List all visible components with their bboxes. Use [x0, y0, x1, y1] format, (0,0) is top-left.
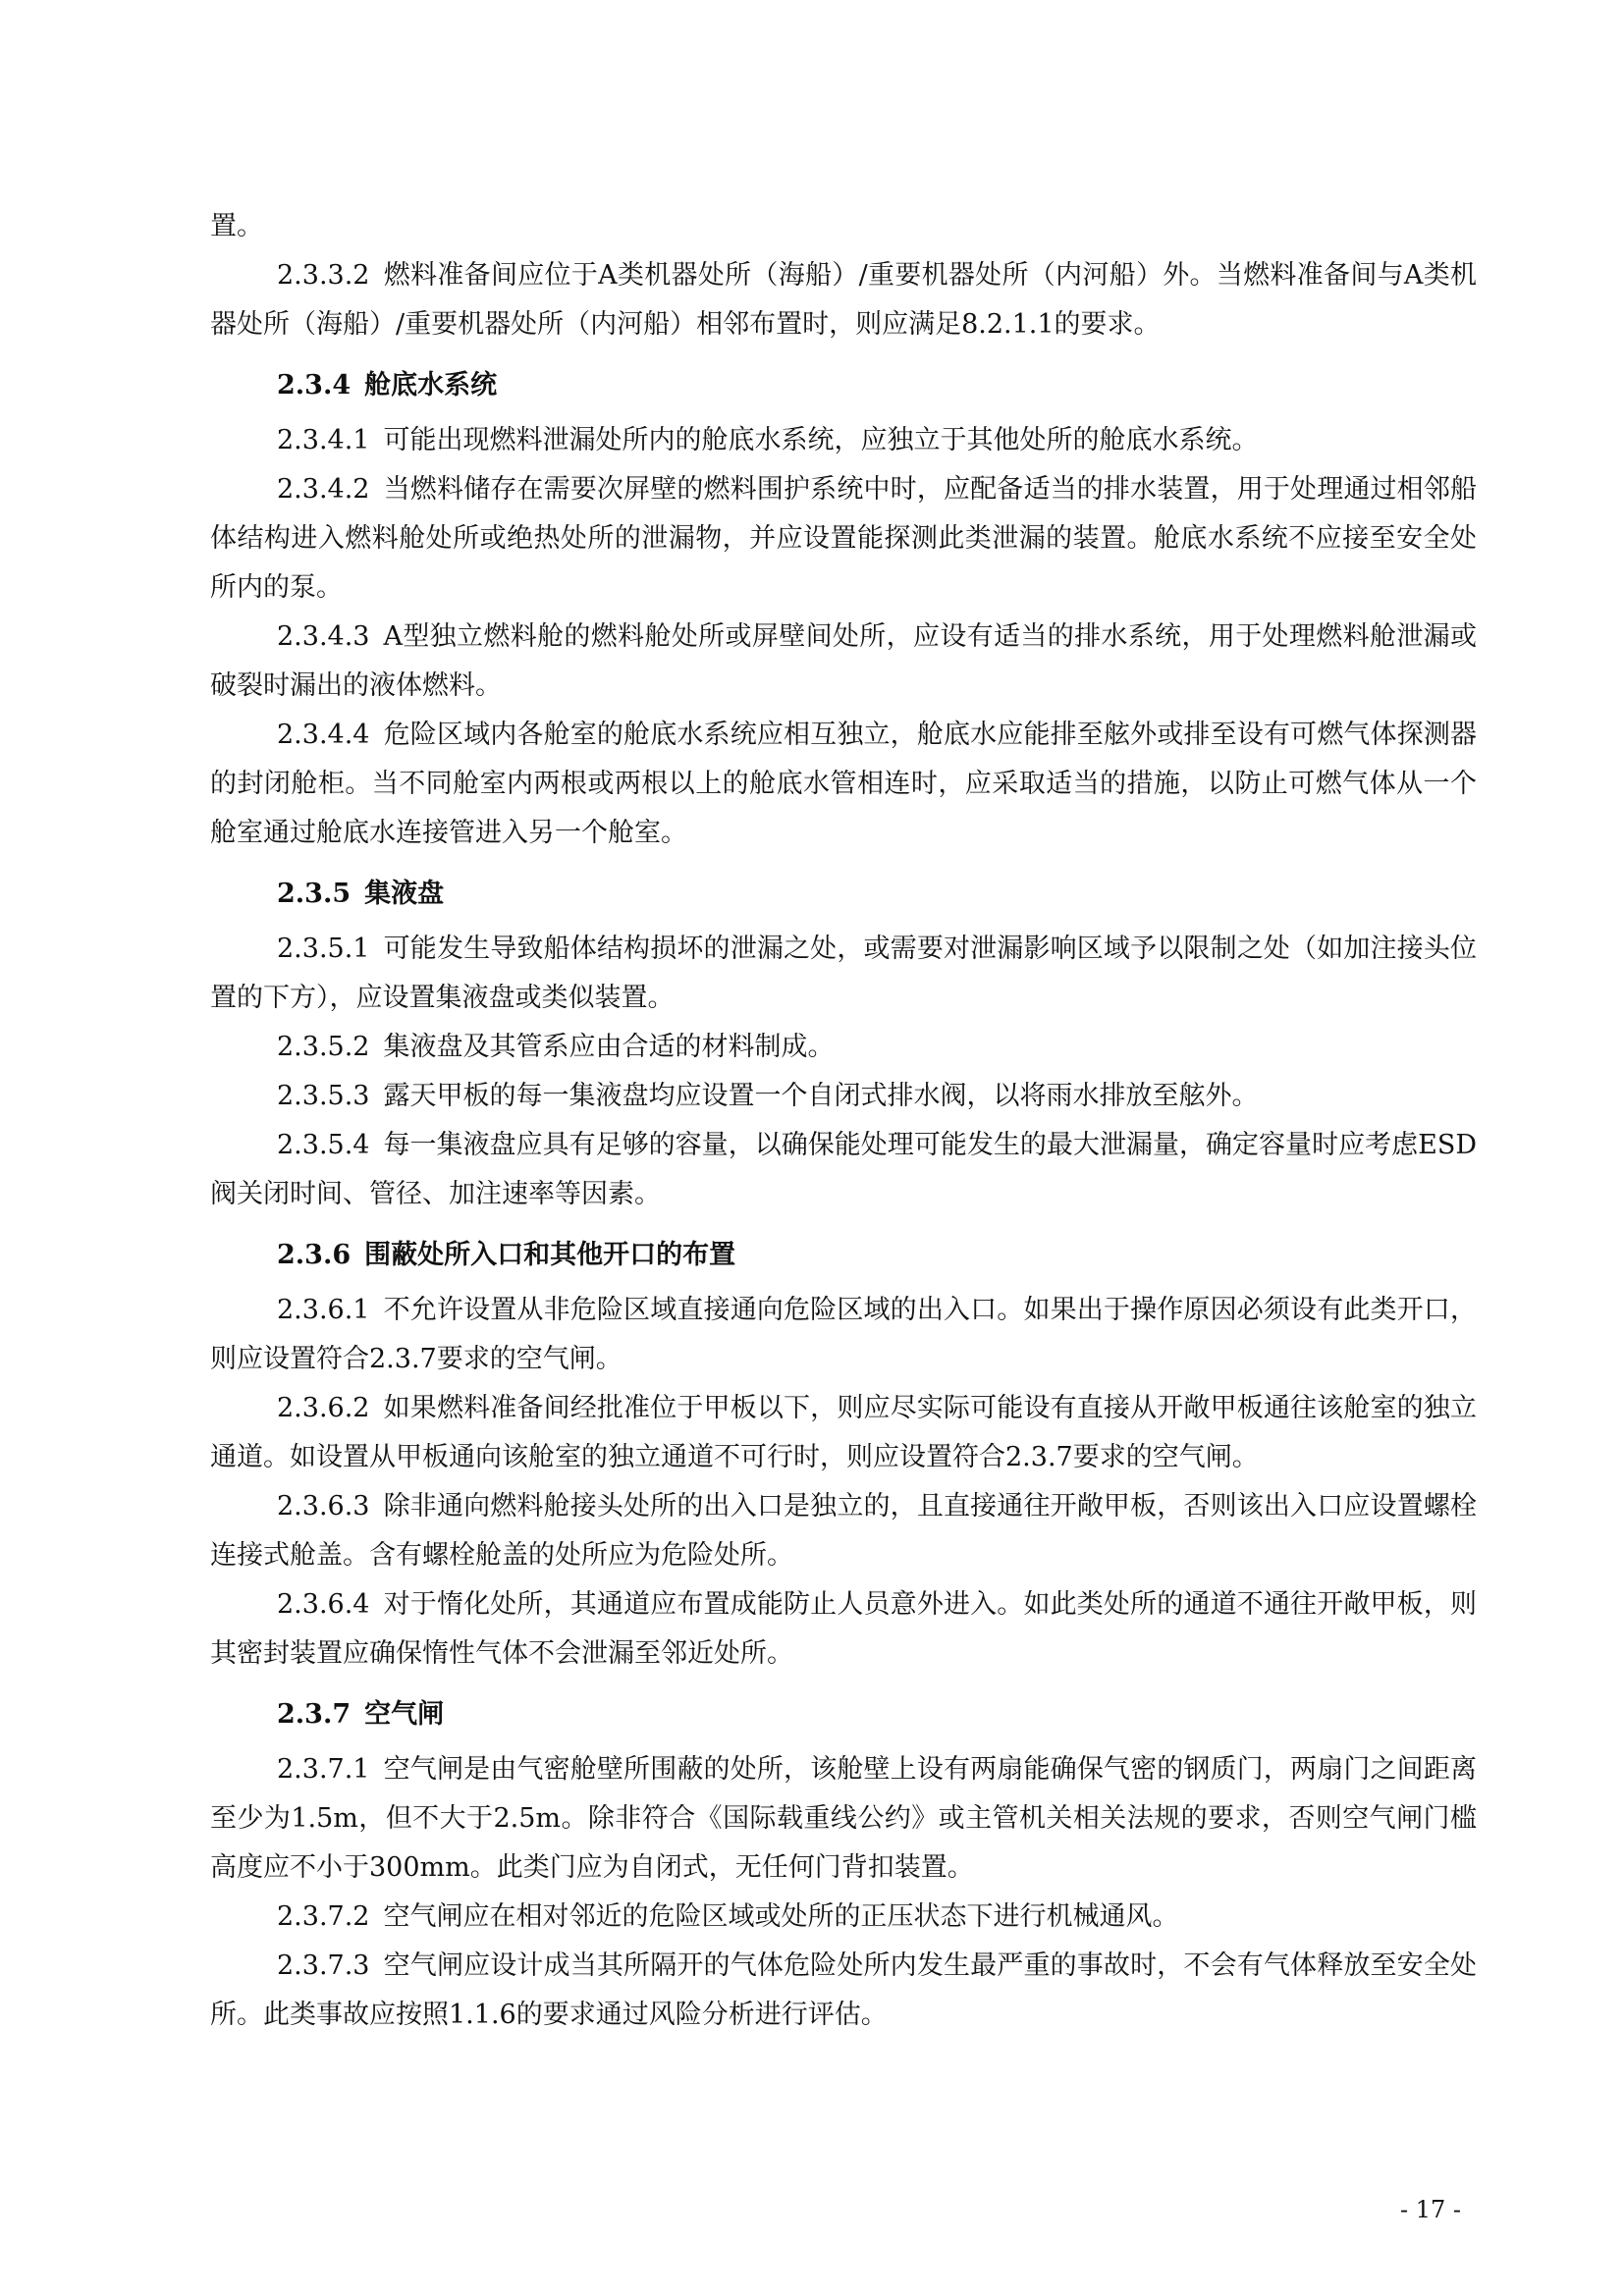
- paragraph-text: 燃料准备间应位于A类机器处所（海船）/重要机器处所（内河船）外。当燃料准备间与A类机器处所（海船）/重要机器处所（内河船）相邻布置时，则应满足8.2.1.1的要求。: [210, 260, 1477, 340]
- paragraph-text: 除非通向燃料舱接头处所的出入口是独立的，且直接通往开敞甲板，否则该出入口应设置螺栓连接式舱盖。含有螺栓舱盖的处所应为危险处所。: [210, 1491, 1477, 1571]
- paragraph-number: 2.3.3.2: [277, 260, 370, 291]
- section-heading-2-3-6: [210, 1231, 1477, 1280]
- section-number: 2.3.4: [277, 370, 352, 400]
- paragraph-number: 2.3.7.1: [277, 1754, 370, 1785]
- paragraph-2-3-6-3: [210, 1482, 1477, 1580]
- paragraph-2-3-5-2: [210, 1023, 1477, 1072]
- paragraph-number: 2.3.5.4: [277, 1130, 370, 1160]
- paragraph-2-3-4-4: [210, 711, 1477, 858]
- page-body: [210, 202, 1477, 2040]
- section-title: 集液盘: [364, 879, 445, 909]
- paragraph-text: 每一集液盘应具有足够的容量，以确保能处理可能发生的最大泄漏量，确定容量时应考虑ESD阀关闭时间、管径、加注速率等因素。: [210, 1130, 1477, 1209]
- page-number: - 17 -: [1399, 2196, 1461, 2223]
- paragraph-text: 对于惰化处所，其通道应布置成能防止人员意外进入。如此类处所的通道不通往开敞甲板，则其密封装置应确保惰性气体不会泄漏至邻近处所。: [210, 1589, 1477, 1669]
- paragraph-2-3-6-1: [210, 1286, 1477, 1384]
- section-heading-2-3-7: [210, 1690, 1477, 1739]
- paragraph-text: 当燃料储存在需要次屏壁的燃料围护系统中时，应配备适当的排水装置，用于处理通过相邻船体结构进入燃料舱处所或绝热处所的泄漏物，并应设置能探测此类泄漏的装置。舱底水系统不应接至安全处所内的泵。: [210, 474, 1477, 603]
- paragraph-text: 空气闸应设计成当其所隔开的气体危险处所内发生最严重的事故时，不会有气体释放至安全处所。此类事故应按照1.1.6的要求通过风险分析进行评估。: [210, 1950, 1477, 2030]
- paragraph-number: 2.3.7.2: [277, 1901, 370, 1932]
- paragraph-number: 2.3.6.3: [277, 1491, 370, 1522]
- paragraph-2-3-7-2: [210, 1893, 1477, 1942]
- section-title: 围蔽处所入口和其他开口的布置: [364, 1240, 736, 1270]
- section-number: 2.3.6: [277, 1240, 352, 1270]
- paragraph-text: 如果燃料准备间经批准位于甲板以下，则应尽实际可能设有直接从开敞甲板通往该舱室的独立通道。如设置从甲板通向该舱室的独立通道不可行时，则应设置符合2.3.7要求的空气闸。: [210, 1393, 1477, 1472]
- paragraph-text: 可能发生导致船体结构损坏的泄漏之处，或需要对泄漏影响区域予以限制之处（如加注接头位置的下方），应设置集液盘或类似装置。: [210, 934, 1477, 1013]
- paragraph-number: 2.3.4.3: [277, 621, 370, 652]
- paragraph-2-3-4-2: [210, 465, 1477, 613]
- paragraph-2-3-6-4: [210, 1580, 1477, 1679]
- paragraph-number: 2.3.6.1: [277, 1295, 370, 1325]
- section-heading-2-3-5: [210, 870, 1477, 919]
- paragraph-number: 2.3.5.2: [277, 1032, 370, 1062]
- paragraph-number: 2.3.6.4: [277, 1589, 370, 1620]
- paragraph-number: 2.3.5.1: [277, 934, 370, 964]
- paragraph-number: 2.3.5.3: [277, 1081, 370, 1111]
- paragraph-text: 不允许设置从非危险区域直接通向危险区域的出入口。如果出于操作原因必须设有此类开口，则应设置符合2.3.7要求的空气闸。: [210, 1295, 1477, 1374]
- paragraph-2-3-3-2: [210, 251, 1477, 349]
- section-number: 2.3.5: [277, 879, 352, 909]
- paragraph-number: 2.3.4.1: [277, 425, 370, 455]
- section-number: 2.3.7: [277, 1699, 352, 1730]
- paragraph-number: 2.3.7.3: [277, 1950, 370, 1981]
- paragraph-text: A型独立燃料舱的燃料舱处所或屏壁间处所，应设有适当的排水系统，用于处理燃料舱泄漏或破裂时漏出的液体燃料。: [210, 621, 1477, 701]
- section-heading-2-3-4: [210, 361, 1477, 410]
- paragraph-text: 空气闸是由气密舱壁所围蔽的处所，该舱壁上设有两扇能确保气密的钢质门，两扇门之间距离至少为1.5m，但不大于2.5m。除非符合《国际载重线公约》或主管机关相关法规的要求，否则空气闸门槛高度应不小于300mm。此类门应为自闭式，无任何门背扣装置。: [210, 1754, 1477, 1883]
- paragraph-2-3-7-1: [210, 1745, 1477, 1893]
- paragraph-2-3-5-4: [210, 1121, 1477, 1219]
- paragraph-text: 露天甲板的每一集液盘均应设置一个自闭式排水阀，以将雨水排放至舷外。: [383, 1081, 1259, 1111]
- paragraph-2-3-5-3: [210, 1072, 1477, 1121]
- section-title: 空气闸: [364, 1699, 445, 1730]
- paragraph-number: 2.3.6.2: [277, 1393, 370, 1423]
- paragraph-number: 2.3.4.4: [277, 720, 370, 750]
- section-title: 舱底水系统: [364, 370, 498, 400]
- paragraph-text: 危险区域内各舱室的舱底水系统应相互独立，舱底水应能排至舷外或排至设有可燃气体探测器的封闭舱柜。当不同舱室内两根或两根以上的舱底水管相连时，应采取适当的措施，以防止可燃气体从一个舱室通过舱底水连接管进入另一个舱室。: [210, 720, 1477, 848]
- paragraph-text: 空气闸应在相对邻近的危险区域或处所的正压状态下进行机械通风。: [383, 1901, 1179, 1932]
- paragraph-2-3-5-1: [210, 925, 1477, 1023]
- paragraph-2-3-7-3: [210, 1942, 1477, 2040]
- paragraph-number: 2.3.4.2: [277, 474, 370, 505]
- paragraph-2-3-4-3: [210, 613, 1477, 711]
- paragraph-text: 可能出现燃料泄漏处所内的舱底水系统，应独立于其他处所的舱底水系统。: [383, 425, 1259, 455]
- paragraph-text: 集液盘及其管系应由合适的材料制成。: [383, 1032, 835, 1062]
- continuation-text: 置。: [210, 211, 263, 241]
- paragraph-2-3-4-1: [210, 416, 1477, 465]
- paragraph-2-3-6-2: [210, 1384, 1477, 1482]
